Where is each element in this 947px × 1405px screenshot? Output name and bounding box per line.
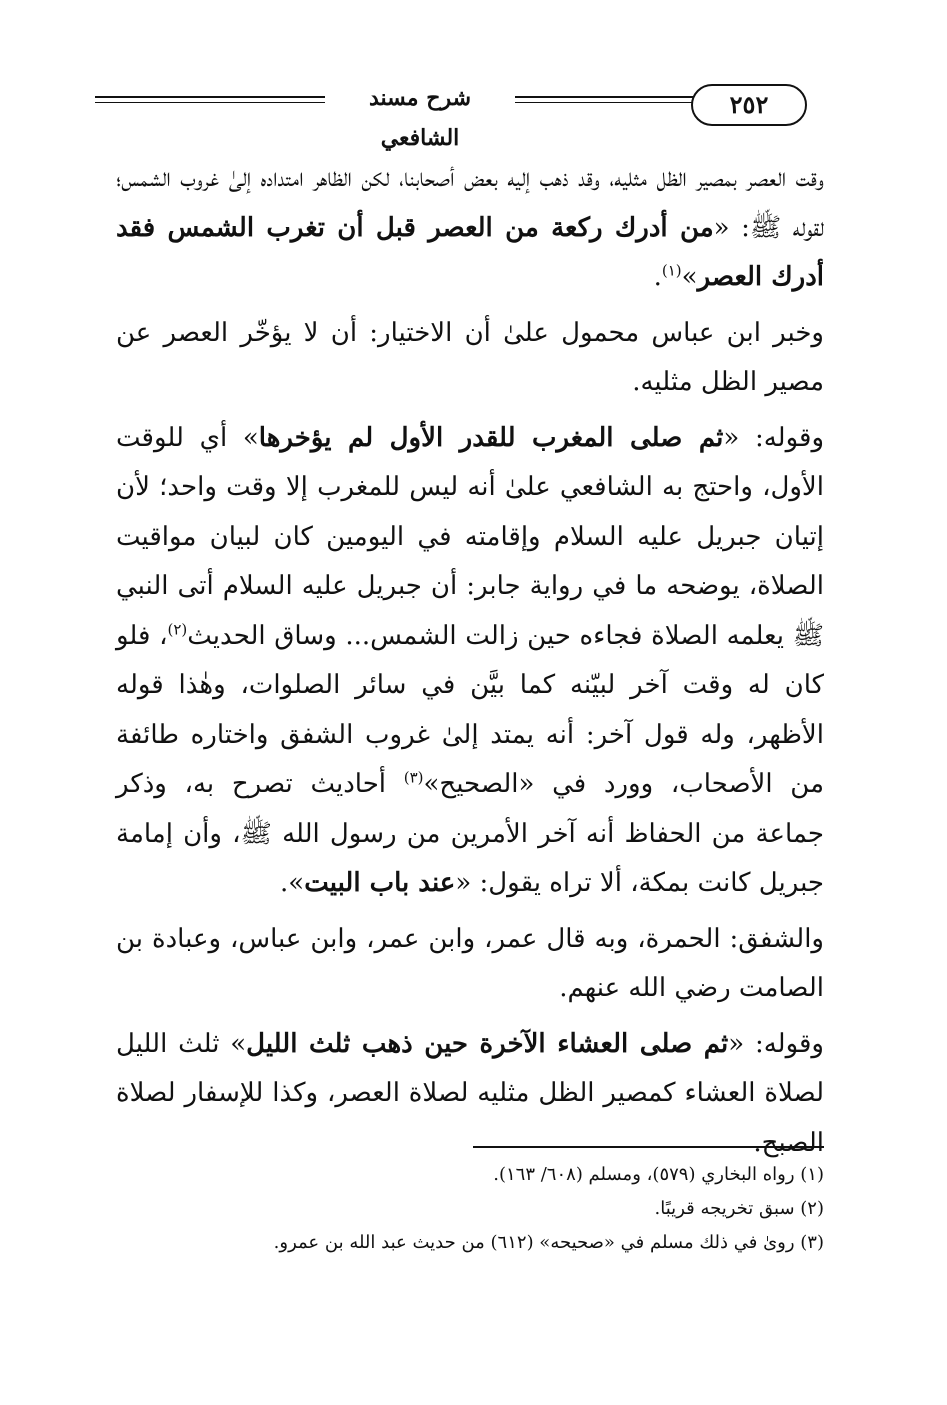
text-run: » ثلث الليل لصلاة العشاء كمصير الظل مثليه لصلاة العصر، وكذا للإسفار لصلاة الصبح. [116, 1028, 824, 1158]
page-number: ٢٥٢ [691, 84, 807, 126]
text-run: ، فلو كان له وقت آخر لبيّنه كما بيَّن في سائر الصلوات، وهٰذا قوله الأظهر، وله قول آخر: أنه يمتد إلىٰ غروب الشفق واختاره طائفة من الأصحاب، وورد في «الصحيح» [116, 620, 824, 799]
footnote: (١) رواه البخاري (٥٧٩)، ومسلم (٦٠٨/ ١٦٣). [493, 1164, 824, 1185]
text-run: والشفق: الحمرة، وبه قال عمر، وابن عمر، وابن عباس، وعبادة بن الصامت رضي الله عنهم. [116, 923, 824, 1003]
paragraph [116, 309, 824, 408]
footnote-ref: (١) [661, 261, 682, 280]
hadith-quote: ثم صلى العشاء الآخرة حين ذهب ثلث الليل [246, 1028, 729, 1059]
hadith-quote: عند باب البيت [304, 868, 456, 898]
footnote-ref: (٣) [403, 768, 424, 787]
text-run: » [681, 262, 698, 292]
page-header [95, 78, 823, 151]
main-text [116, 154, 824, 1174]
footnote-ref: (٢) [167, 619, 188, 638]
text-run: وقت العصر بمصير الظل مثليه، وقد ذهب إليه بعض أصحابنا، لكن الظاهر امتداده إلىٰ غروب الشمس؛ لقوله ﷺ: « [116, 163, 825, 243]
text-run: وخبر ابن عباس محمول علىٰ أن الاختيار: أن لا يؤخّر العصر عن مصير الظل مثليه. [116, 317, 824, 397]
text-run: وقوله: « [728, 1028, 824, 1059]
paragraph [116, 154, 824, 303]
hadith-quote: ثم صلى المغرب للقدر الأول لم يؤخرها [258, 422, 724, 453]
paragraph [116, 414, 824, 909]
text-run: ». [280, 868, 305, 898]
footnote: (٢) سبق تخريجه قريبًا. [654, 1198, 824, 1219]
text-run: وقوله: « [723, 422, 825, 453]
footnote-separator [473, 1146, 824, 1148]
text-run: » أي للوقت الأول، واحتج به الشافعي علىٰ أنه ليس للمغرب إلا وقت واحد؛ لأن إتيان جبريل عليه السلام وإقامته في اليومين كان لبيان مواقيت الصلاة، يوضحه ما في رواية جابر: أن جبريل عليه السلام أتى النبي ﷺ يعلمه الصلاة فجاءه حين زالت الشمس... وساق الحديث [116, 422, 824, 651]
text-run: . [653, 262, 662, 292]
paragraph [116, 915, 824, 1014]
footnote: (٣) روىٰ في ذلك مسلم في «صحيحه» (٦١٢) من حديث عبد الله بن عمرو. [273, 1232, 824, 1253]
header-rule-left [95, 96, 325, 103]
running-title: شرح مسند الشافعي [368, 85, 472, 151]
hadith-quote: من أدرك ركعة من العصر قبل أن تغرب الشمس فقد أدرك العصر [116, 212, 824, 292]
footnotes [116, 1158, 824, 1260]
text-run: أحاديث تصرح به، وذكر جماعة من الحفاظ أنه آخر الأمرين من رسول الله ﷺ، وأن إمامة جبريل كانت بمكة، ألا تراه يقول: « [116, 769, 824, 898]
